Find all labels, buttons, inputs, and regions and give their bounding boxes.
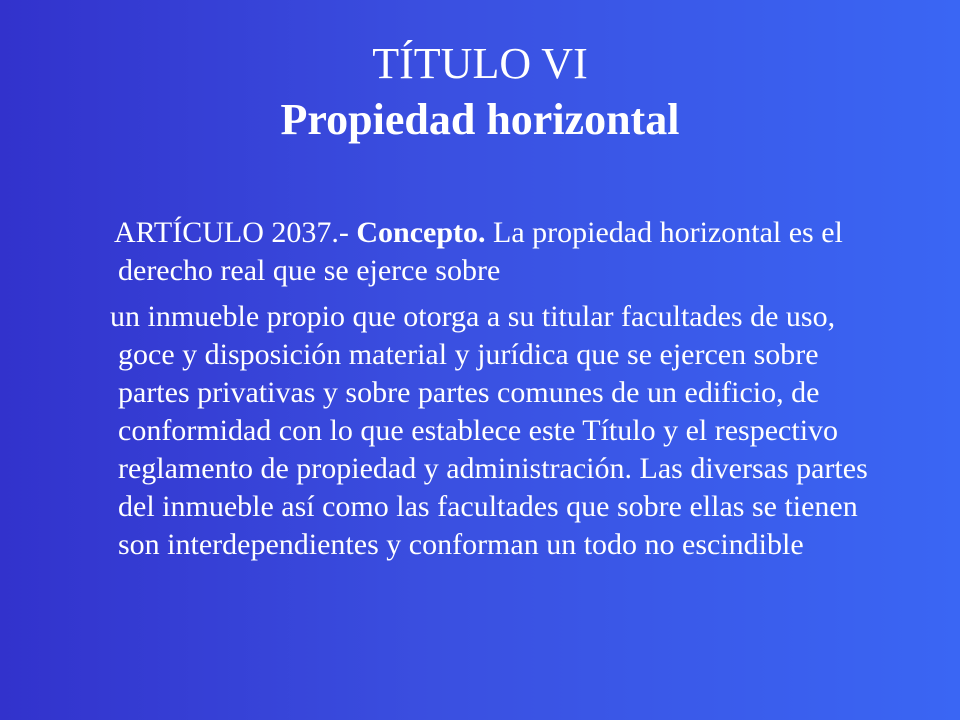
title-subheading: Propiedad horizontal [280, 95, 680, 144]
title-heading: TÍTULO VI [372, 39, 588, 88]
article-text-1: La propiedad horizontal es el derecho real que se ejerce sobre [118, 216, 843, 287]
article-paragraph-1 [102, 214, 882, 290]
article-body [102, 214, 882, 564]
article-number: ARTÍCULO 2037.- [114, 216, 357, 249]
article-heading: Concepto. [356, 216, 486, 249]
article-paragraph-2: un inmueble propio que otorga a su titular facultades de uso, goce y disposición material y jurídica que se ejercen sobre partes privativas y sobre partes comunes de un edificio, de conformidad con lo que establece este Título y el respectivo reglamento de propiedad y administración. Las diversas partes del inmueble así como las facultades que sobre ellas se tienen son interdependientes y conforman un todo no escindible [110, 300, 868, 561]
title-block [0, 36, 960, 148]
